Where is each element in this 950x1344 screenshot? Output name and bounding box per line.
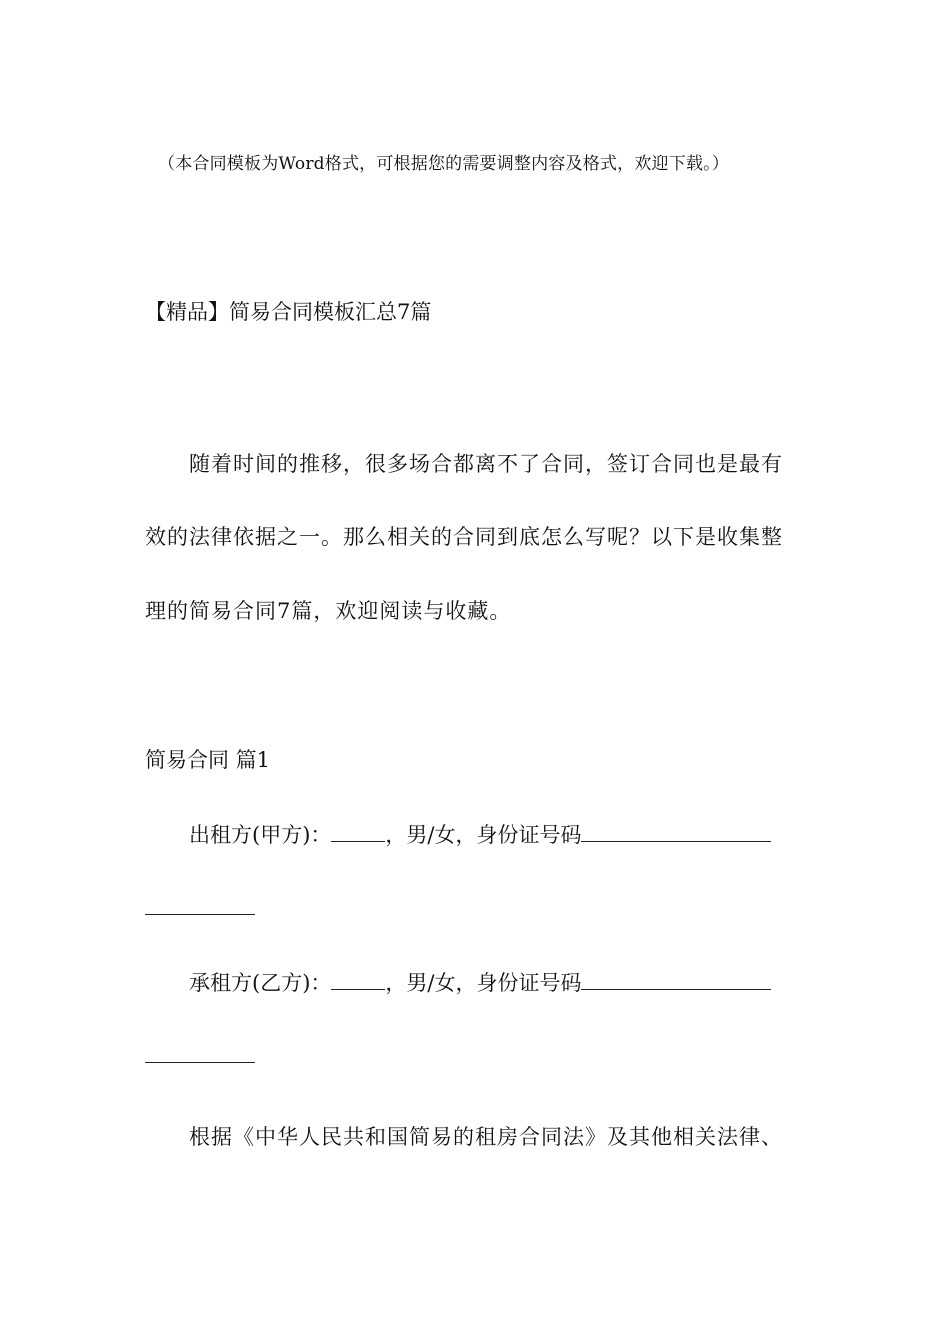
lessor-id-blank-continued — [145, 894, 255, 922]
lessee-label: 承租方(乙方)： — [189, 971, 332, 995]
header-notice: （本合同模板为Word格式，可根据您的需要调整内容及格式，欢迎下载。） — [158, 154, 730, 174]
lessee-line — [189, 969, 771, 997]
document-title: 【精品】简易合同模板汇总7篇 — [145, 300, 432, 324]
intro-line-2: 效的法律依据之一。那么相关的合同到底怎么写呢？以下是收集整 — [145, 525, 783, 549]
lessor-line — [189, 821, 771, 849]
lessor-id-blank — [581, 821, 771, 842]
intro-line-1: 随着时间的推移，很多场合都离不了合同，签订合同也是最有 — [189, 452, 783, 476]
lessor-name-blank — [331, 821, 385, 842]
intro-line-3: 理的简易合同7篇，欢迎阅读与收藏。 — [145, 599, 512, 623]
lessor-label: 出租方(甲方)： — [189, 823, 332, 847]
section-heading: 简易合同 篇1 — [145, 748, 271, 772]
basis-line: 根据《中华人民共和国简易的租房合同法》及其他相关法律、 — [189, 1125, 783, 1149]
lessee-name-blank — [331, 969, 385, 990]
lessee-id-blank — [581, 969, 771, 990]
lessor-id-blank-tail — [145, 894, 255, 915]
lessee-gender-id-label: ，男/女，身份证号码 — [385, 971, 582, 995]
lessee-id-blank-continued — [145, 1042, 255, 1070]
lessor-gender-id-label: ，男/女，身份证号码 — [385, 823, 582, 847]
lessee-id-blank-tail — [145, 1042, 255, 1063]
